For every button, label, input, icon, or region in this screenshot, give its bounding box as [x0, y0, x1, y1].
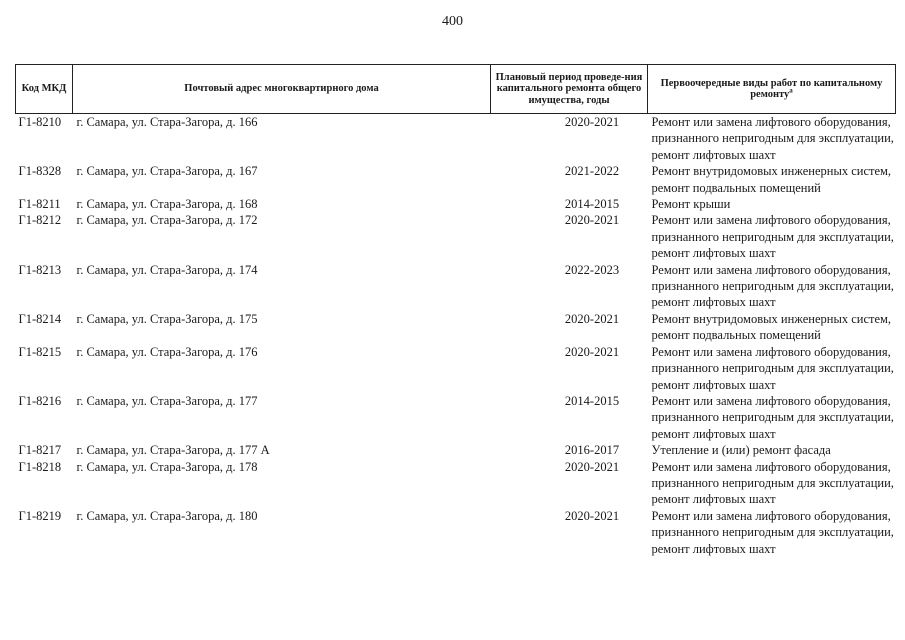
table-row: [16, 212, 896, 261]
table-row: [16, 393, 896, 442]
row-code: Г1-8328: [18, 164, 62, 179]
table-row: [16, 262, 896, 311]
row-address: г. Самара, ул. Стара-Загора, д. 167: [76, 164, 258, 179]
table-row: [16, 114, 896, 164]
row-works: Ремонт внутридомовых инженерных систем, ремонт подвальных помещений: [651, 311, 892, 343]
table-row: [16, 311, 896, 344]
header-address: Почтовый адрес многоквартирного дома: [73, 65, 491, 114]
page-number: 400: [442, 14, 463, 29]
row-works: Ремонт внутридомовых инженерных систем, ремонт подвальных помещений: [651, 164, 892, 195]
row-address: г. Самара, ул. Стара-Загора, д. 166: [76, 115, 258, 129]
row-period: 2016-2017: [564, 443, 620, 458]
row-address: г. Самара, ул. Стара-Загора, д. 177: [76, 393, 258, 408]
header-code: Код МКД: [16, 65, 73, 114]
row-address: г. Самара, ул. Стара-Загора, д. 175: [76, 311, 258, 326]
row-code: Г1-8215: [18, 344, 62, 359]
row-code: Г1-8214: [18, 311, 62, 326]
row-address: г. Самара, ул. Стара-Загора, д. 174: [76, 262, 258, 277]
row-address: г. Самара, ул. Стара-Загора, д. 180: [76, 508, 258, 523]
row-works: Ремонт или замена лифтового оборудования, признанного непригодным для эксплуатации, ремонт лифтовых шахт: [651, 262, 894, 310]
row-period: 2021-2022: [564, 164, 620, 179]
row-address: г. Самара, ул. Стара-Загора, д. 177 А: [76, 443, 270, 458]
row-period: 2014-2015: [564, 393, 620, 408]
row-code: Г1-8217: [18, 443, 62, 458]
header-period: Плановый период проведе-ния капитального ремонта общего имущества, годы: [491, 65, 648, 114]
row-period: 2020-2021: [564, 508, 620, 523]
row-address: г. Самара, ул. Стара-Загора, д. 176: [76, 344, 258, 359]
header-works-label: Первоочередные виды работ по капитальному ремонту: [660, 77, 883, 100]
row-address: г. Самара, ул. Стара-Загора, д. 168: [76, 197, 258, 212]
row-code: Г1-8216: [18, 393, 62, 408]
capital-repair-table: [15, 64, 896, 557]
header-works: [648, 65, 896, 114]
row-works: Утепление и (или) ремонт фасада: [651, 443, 831, 458]
row-period: 2020-2021: [564, 459, 620, 474]
table-header-row: [16, 65, 896, 114]
row-period: 2020-2021: [564, 344, 620, 359]
row-works: Ремонт крыши: [651, 197, 731, 212]
row-period: 2020-2021: [564, 213, 620, 228]
table-row: [16, 508, 896, 557]
row-code: Г1-8212: [18, 213, 62, 228]
table-row: [16, 344, 896, 393]
row-works: Ремонт или замена лифтового оборудования, признанного непригодным для эксплуатации, ремонт лифтовых шахт: [651, 213, 894, 261]
row-period: 2020-2021: [564, 115, 620, 129]
table-row: [16, 163, 896, 196]
row-code: Г1-8218: [18, 459, 62, 474]
row-works: Ремонт или замена лифтового оборудования, признанного непригодным для эксплуатации, ремонт лифтовых шахт: [651, 459, 894, 507]
table-row: [16, 196, 896, 212]
row-address: г. Самара, ул. Стара-Загора, д. 172: [76, 213, 258, 228]
row-works: Ремонт или замена лифтового оборудования, признанного непригодным для эксплуатации, ремонт лифтовых шахт: [651, 115, 894, 162]
row-code: Г1-8210: [18, 115, 62, 129]
row-address: г. Самара, ул. Стара-Загора, д. 178: [76, 459, 258, 474]
table-row: [16, 442, 896, 458]
row-works: Ремонт или замена лифтового оборудования, признанного непригодным для эксплуатации, ремонт лифтовых шахт: [651, 393, 894, 441]
row-works: Ремонт или замена лифтового оборудования, признанного непригодным для эксплуатации, ремонт лифтовых шахт: [651, 508, 894, 556]
header-works-footnote: а: [789, 86, 793, 95]
row-period: 2020-2021: [564, 311, 620, 326]
table-row: [16, 459, 896, 508]
row-code: Г1-8211: [18, 197, 61, 212]
row-works: Ремонт или замена лифтового оборудования, признанного непригодным для эксплуатации, ремонт лифтовых шахт: [651, 344, 894, 392]
row-period: 2014-2015: [564, 197, 620, 212]
row-code: Г1-8213: [18, 262, 62, 277]
row-period: 2022-2023: [564, 262, 620, 277]
row-code: Г1-8219: [18, 508, 62, 523]
